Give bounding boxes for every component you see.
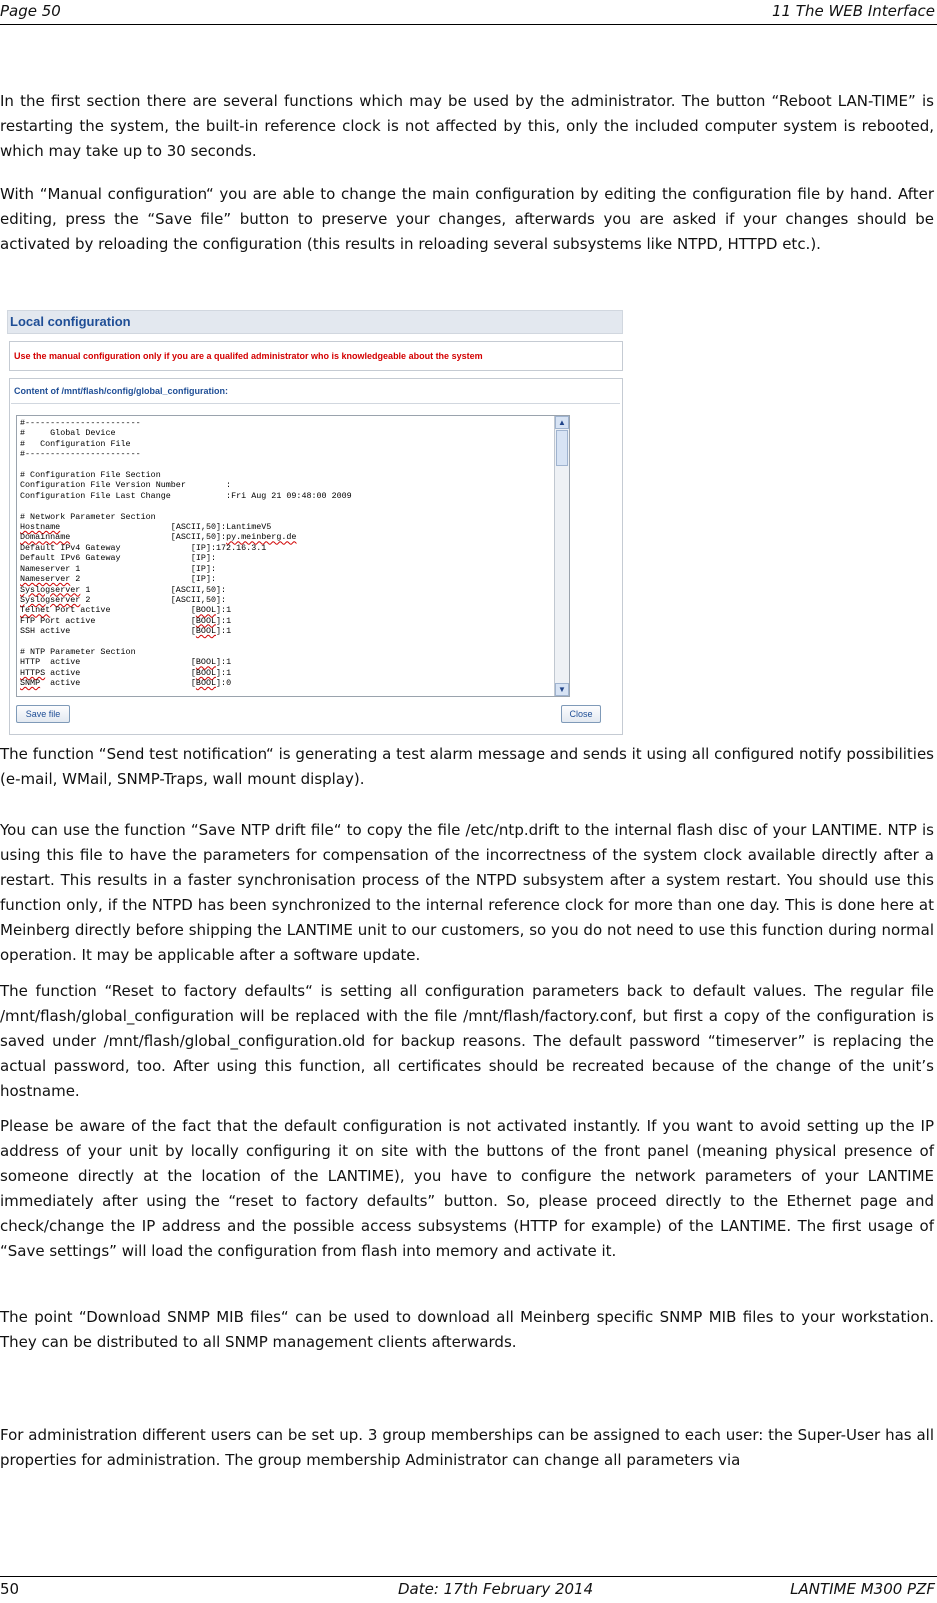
save-file-button[interactable]: Save file [16,705,70,723]
page-label: Page 50 [0,2,61,20]
paragraph-default-configuration-notice: Please be aware of the fact that the default configuration is not activated instantly. If you want to avoid setting up the IP address of your unit by locally configuring it on site with the buttons of the front panel (meaning physical presence of someone directly at the location of the LANTIME), you have to configure the network parameters of your LANTIME immediately after using the “reset to factory defaults” button. So, please proceed directly to the Ethernet page and check/change the IP address and the possible access subsystems (HTTP for example) of the LANTIME. The first usage of “Save settings” will load the configuration from flash into memory and activate it. [0,1117,934,1260]
warning-text: Use the manual configuration only if you are a qualifed administrator who is knowledgeable about the system [14,351,483,361]
configuration-text[interactable]: #----------------------- # Global Device # Configuration File #----------------------- # Configuration File Section Configuration File Version Number : Configuration File Last Change :Fri Aug 21 09:48:00 2009 # Network Parameter Section Hostname [ASCII,50]:LantimeV5 Domainname [ASCII,50]:py.meinberg.de Default IPv4 Gateway [IP]:172.16.3.1 Default IPv6 Gateway [IP]: Nameserver 1 [IP]: Nameserver 2 [IP]: Syslogserver 1 [ASCII,50]: Syslogserver 2 [ASCII,50]: Telnet Port active [BOOL]:1 FTP Port active [BOOL]:1 SSH active [BOOL]:1 # NTP Parameter Section HTTP active [BOOL]:1 HTTPS active [BOOL]:1 SNMP active [BOOL]:0 [20,418,352,689]
configuration-textarea[interactable] [16,415,570,697]
page-header [0,0,937,25]
close-button[interactable]: Close [561,705,601,723]
local-configuration-screenshot [7,310,623,735]
paragraph-reboot: In the first section there are several functions which may be used by the administrator. The button “Reboot LAN-TIME” is restarting the system, the built-in reference clock is not affected by this, only the included computer system is rebooted, which may take up to 30 seconds. [0,92,934,160]
paragraph-user-administration: For administration different users can be set up. 3 group memberships can be assigned to each user: the Super-User has all properties for administration. The group membership Administrator can change all parameters via [0,1426,934,1469]
paragraph-snmp-mib: The point “Download SNMP MIB files“ can be used to download all Meinberg specific SNMP MIB files to your workstation. They can be distributed to all SNMP management clients afterwards. [0,1308,934,1351]
paragraph-test-notification: The function “Send test notification“ is generating a test alarm message and sends it using all configured notify possibilities (e-mail, WMail, SNMP-Traps, wall mount display). [0,745,934,788]
scroll-up-icon[interactable]: ▲ [555,416,569,429]
paragraph-factory-defaults: The function “Reset to factory defaults“ is setting all configuration parameters back to default values. The regular file /mnt/flash/global_configuration will be replaced with the file /mnt/flash/factory.conf, but first a copy of the configuration is saved under /mnt/flash/global_configuration.old for backup reasons. The default password “timeserver” is replacing the actual password, too. After using this function, all certificates should be recreated because of the change of the unit’s hostname. [0,982,934,1100]
footer-page-number: 50 [0,1580,20,1598]
divider [11,403,620,404]
paragraph-manual-configuration: With “Manual configuration“ you are able to change the main configuration by editing the configuration file by hand. After editing, press the “Save file” button to preserve your changes, afterwards you are asked if your changes should be activated by reloading the configuration (this results in reloading several subsystems like NTPD, HTTPD etc.). [0,185,934,253]
configuration-panel [9,378,623,735]
footer-product: LANTIME M300 PZF [790,1580,935,1598]
screenshot-title: Local configuration [10,314,131,329]
chapter-title: 11 The WEB Interface [771,2,935,20]
paragraph-ntp-drift: You can use the function “Save NTP drift file“ to copy the file /etc/ntp.drift to the internal flash disc of your LANTIME. NTP is using this file to have the parameters for compensation of the incorrectness of the system clock available directly after a restart. This results in a faster synchronisation process of the NTPD subsystem after a system restart. You should use this function only, if the NTPD has been synchronized to the internal reference clock for more than one day. This is done here at Meinberg directly before shipping the LANTIME unit to our customers, so you do not need to use this function during normal operation. It may be applicable after a software update. [0,821,934,964]
textarea-scrollbar[interactable] [554,416,569,696]
warning-box [9,341,623,371]
configuration-file-label: Content of /mnt/flash/config/global_configuration: [14,386,228,396]
scroll-down-icon[interactable]: ▼ [555,683,569,696]
screenshot-title-bar [7,310,623,334]
page-footer [0,1576,937,1603]
scroll-thumb[interactable] [556,430,568,466]
footer-date: Date: 17th February 2014 [398,1580,594,1598]
